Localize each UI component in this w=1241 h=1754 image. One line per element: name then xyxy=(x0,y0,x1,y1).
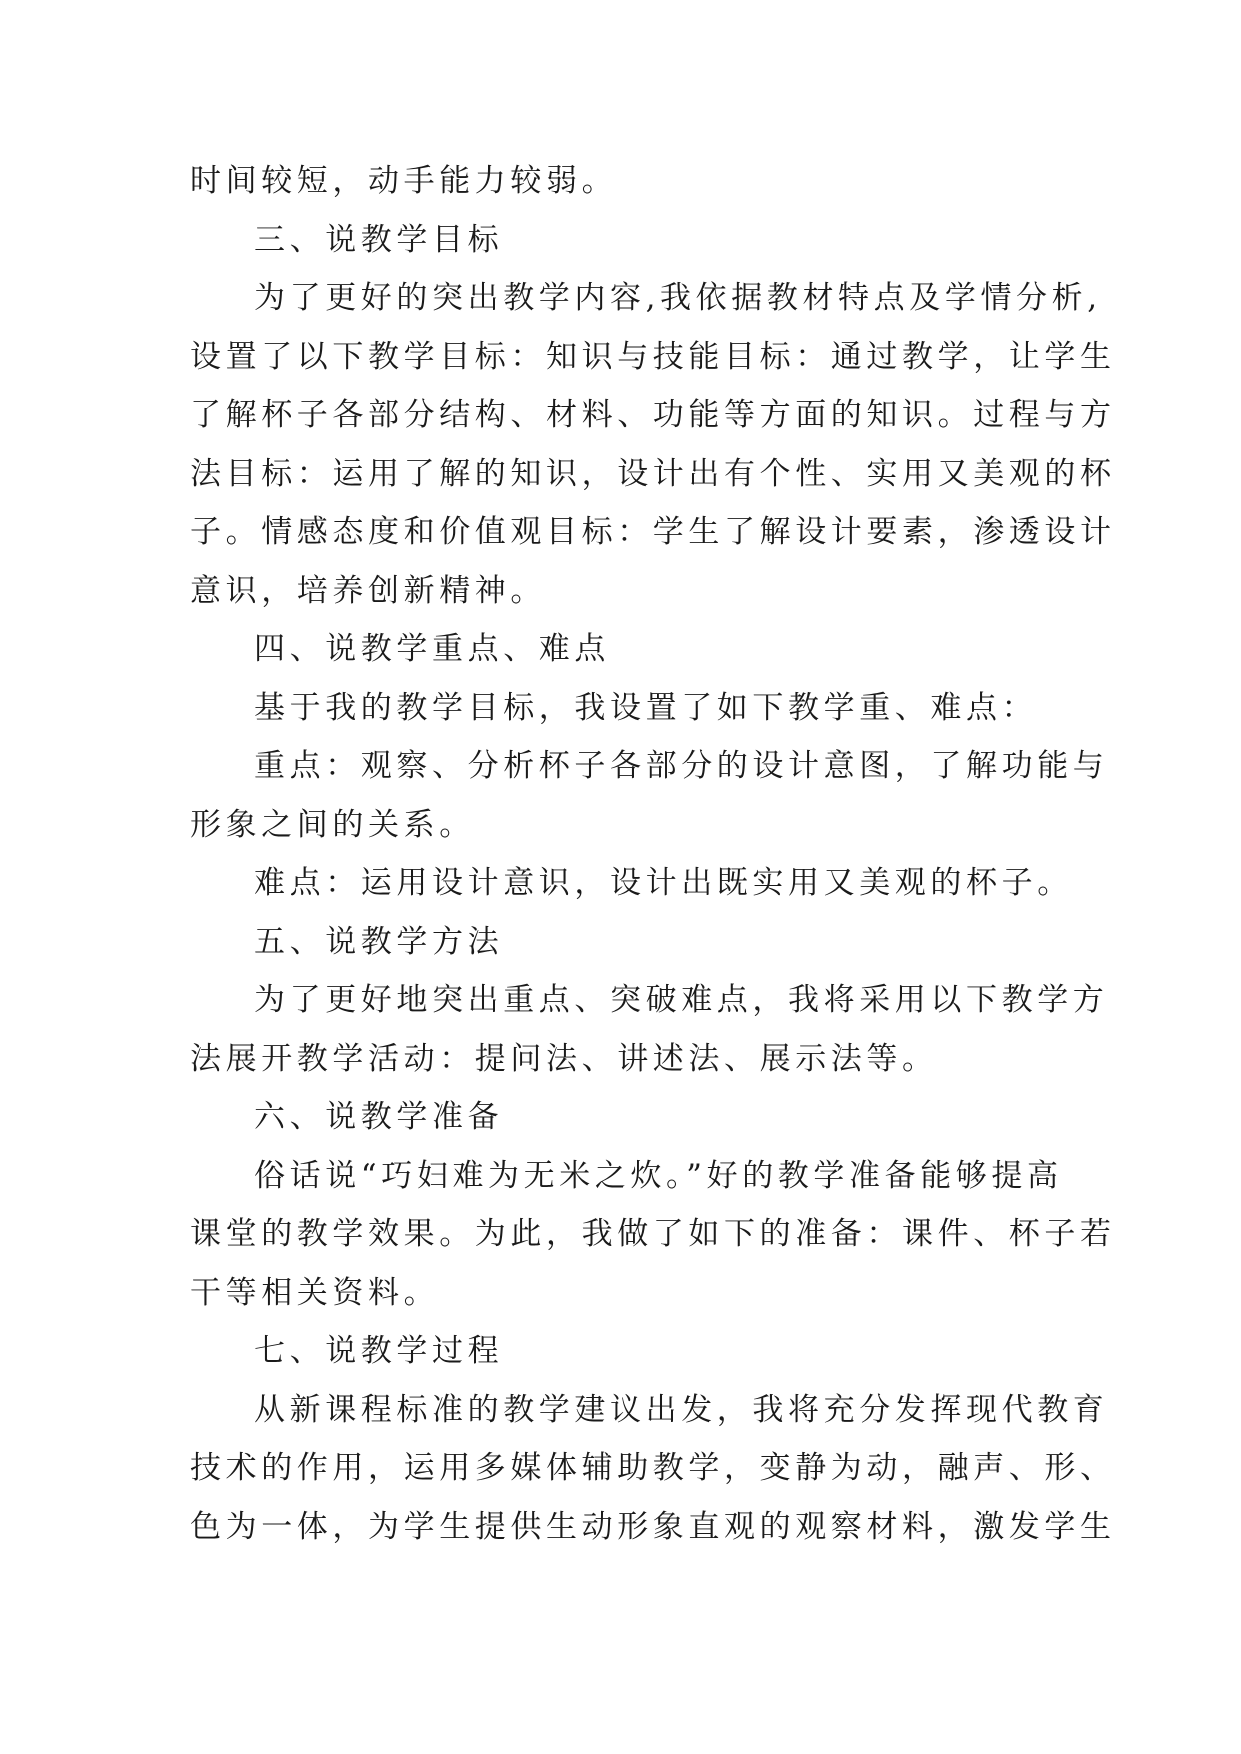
text-line: 难点：运用设计意识，设计出既实用又美观的杯子。 xyxy=(254,865,1073,901)
text-line: 课堂的教学效果。为此，我做了如下的准备：课件、杯子若 xyxy=(190,1216,1116,1252)
section-heading: 六、说教学准备 xyxy=(254,1099,504,1135)
text-line: 基于我的教学目标，我设置了如下教学重、难点： xyxy=(254,689,1038,726)
text-line: 技术的作用，运用多媒体辅助教学，变静为动，融声、形、 xyxy=(190,1450,1116,1486)
text-line: 为了更好的突出教学内容,我依据教材特点及学情分析, xyxy=(254,280,1102,316)
text-line: 为了更好地突出重点、突破难点，我将采用以下教学方 xyxy=(254,982,1109,1018)
text-line: 从新课程标准的教学建议出发，我将充分发挥现代教育 xyxy=(254,1391,1109,1428)
text-line: 意识，培养创新精神。 xyxy=(190,572,546,609)
section-heading: 五、说教学方法 xyxy=(254,923,504,960)
text-line: 了解杯子各部分结构、材料、功能等方面的知识。过程与方 xyxy=(190,397,1116,433)
text-line: 干等相关资料。 xyxy=(190,1274,440,1311)
section-heading: 四、说教学重点、难点 xyxy=(254,631,610,667)
text-line: 时间较短，动手能力较弱。 xyxy=(190,163,618,199)
text-line: 重点：观察、分析杯子各部分的设计意图，了解功能与 xyxy=(254,748,1109,784)
text-line: 法目标：运用了解的知识，设计出有个性、实用又美观的杯 xyxy=(190,455,1116,492)
text-line: 子。情感态度和价值观目标：学生了解设计要素，渗透设计 xyxy=(190,514,1116,550)
text-line: 色为一体，为学生提供生动形象直观的观察材料，激发学生 xyxy=(190,1508,1116,1545)
text-line: 形象之间的关系。 xyxy=(190,806,475,843)
text-line: 俗话说“巧妇难为无米之炊。”好的教学准备能够提高 xyxy=(254,1157,1063,1194)
text-line: 设置了以下教学目标：知识与技能目标：通过教学，让学生 xyxy=(190,338,1116,375)
section-heading: 三、说教学目标 xyxy=(254,221,504,258)
section-heading: 七、说教学过程 xyxy=(254,1333,504,1369)
text-line: 法展开教学活动：提问法、讲述法、展示法等。 xyxy=(190,1040,938,1077)
body-text xyxy=(190,152,1116,1556)
